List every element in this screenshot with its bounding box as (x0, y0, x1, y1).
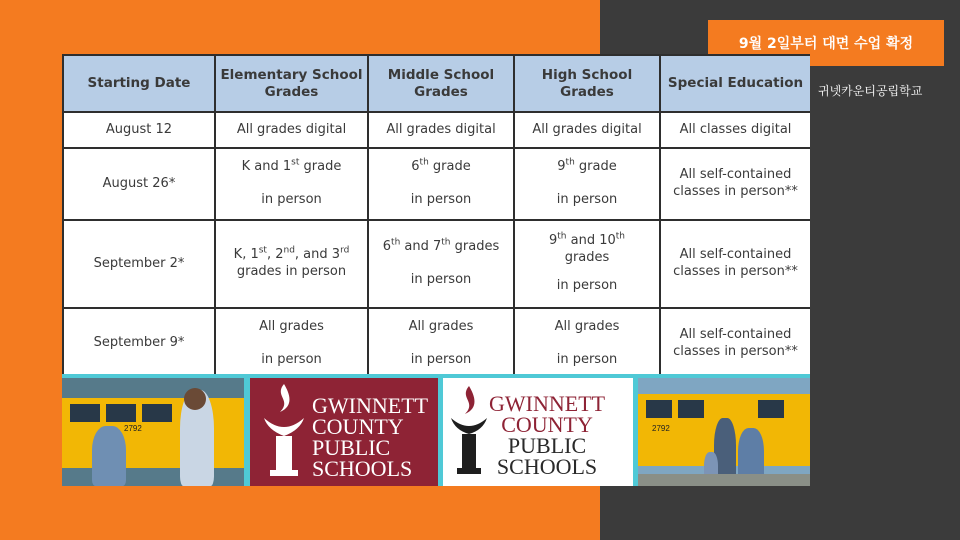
bus-photo (62, 378, 244, 486)
torch-icon (254, 378, 314, 486)
column-header: Middle School Grades (368, 55, 514, 112)
table-row (63, 220, 810, 308)
table-cell: All grades in person (215, 308, 368, 374)
table-cell: 9th grade in person (514, 148, 660, 220)
table-header-row (63, 55, 810, 112)
date-cell: September 2* (63, 220, 215, 308)
table-cell: All grades digital (514, 112, 660, 148)
logo-wordmark: GWINNETT COUNTY PUBLIC SCHOOLS (489, 391, 606, 479)
logo-wordmark: GWINNETT COUNTY PUBLIC SCHOOLS (312, 393, 429, 481)
reopening-schedule-table (62, 54, 810, 374)
table-cell: 9th and 10th grades in person (514, 220, 660, 308)
table-cell: 6th grade in person (368, 148, 514, 220)
table-cell: All self-contained classes in person** (660, 308, 810, 374)
table-cell: All self-contained classes in person** (660, 148, 810, 220)
date-cell: August 12 (63, 112, 215, 148)
photo-strip (62, 374, 810, 486)
date-cell: August 26* (63, 148, 215, 220)
headline-banner: 9월 2일부터 대면 수업 확정 (708, 20, 944, 66)
column-header: Starting Date (63, 55, 215, 112)
table-cell: All grades in person (368, 308, 514, 374)
table-cell: All classes digital (660, 112, 810, 148)
table-cell: K, 1st, 2nd, and 3rd grades in person (215, 220, 368, 308)
table-row (63, 148, 810, 220)
table-cell: All grades digital (368, 112, 514, 148)
column-header: Elementary School Grades (215, 55, 368, 112)
gcps-logo-maroon (250, 378, 438, 486)
gcps-logo-white (443, 378, 633, 486)
column-header: Special Education (660, 55, 810, 112)
table-row (63, 112, 810, 148)
table-cell: 6th and 7th grades in person (368, 220, 514, 308)
bus-number: 2792 (652, 424, 670, 433)
table-cell: All grades in person (514, 308, 660, 374)
date-cell: September 9* (63, 308, 215, 374)
table-cell: All self-contained classes in person** (660, 220, 810, 308)
torch-icon (447, 378, 491, 486)
column-header: High School Grades (514, 55, 660, 112)
subtitle-label: 귀넷카운티공립학교 (818, 84, 923, 98)
table-cell: K and 1st grade in person (215, 148, 368, 220)
bus-number: 2792 (124, 424, 142, 433)
table-cell: All grades digital (215, 112, 368, 148)
bus-photo (638, 378, 810, 486)
person-silhouette (92, 426, 126, 486)
table-row (63, 308, 810, 374)
